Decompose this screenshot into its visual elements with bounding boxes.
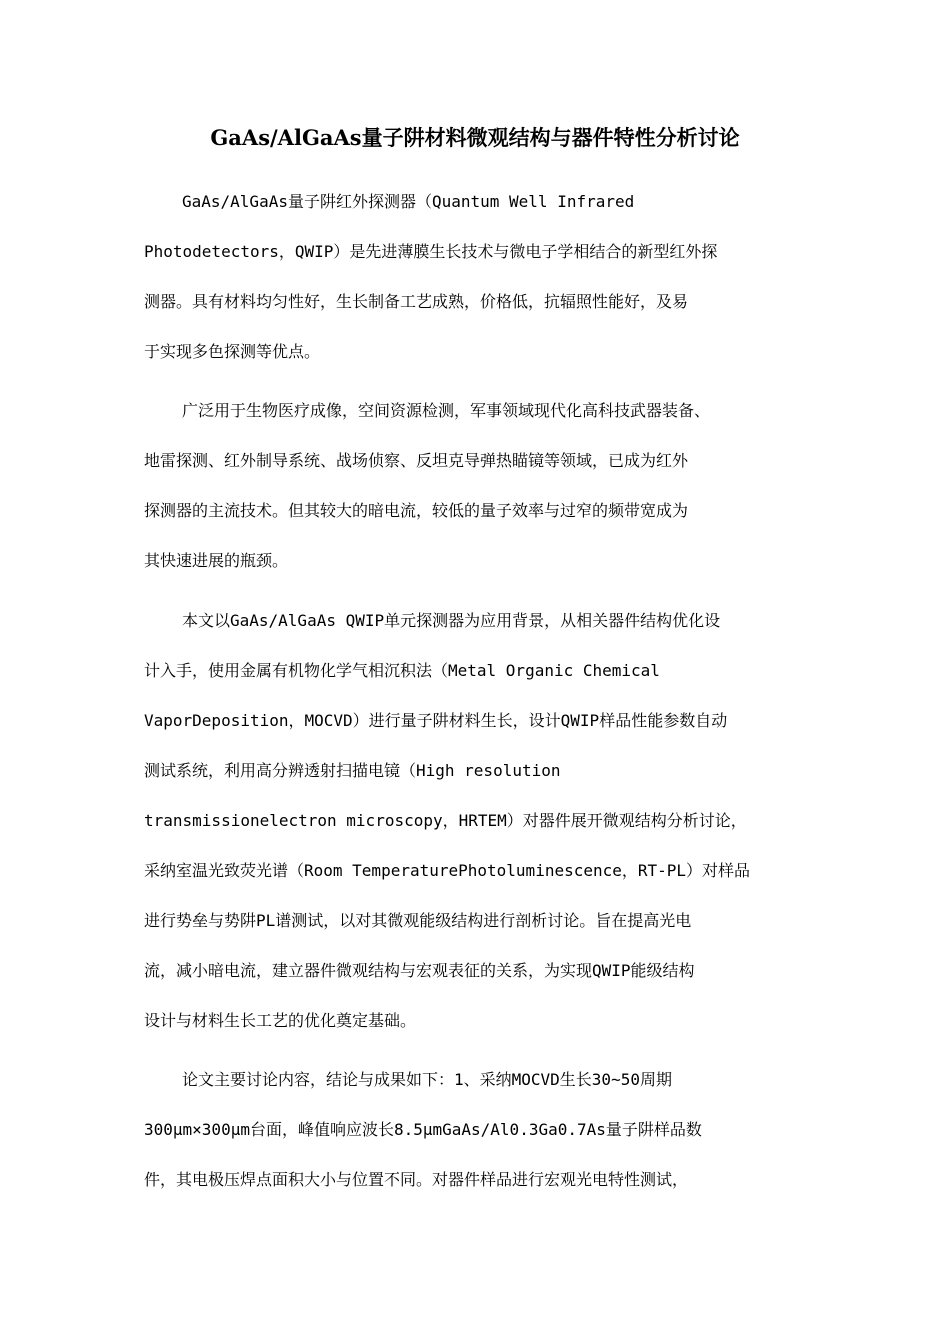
paragraph-line: GaAs/AlGaAs量子阱红外探测器（Quantum Well Infrared <box>182 192 635 211</box>
paragraph-line: 测试系统，利用高分辨透射扫描电镜（High resolution <box>144 761 561 780</box>
paragraph-line: 于实现多色探测等优点。 <box>144 342 321 361</box>
paragraph-line: VaporDeposition，MOCVD）进行量子阱材料生长，设计QWIP样品性能参数自动 <box>144 711 728 730</box>
paragraph-line: 进行势垒与势阱PL谱测试，以对其微观能级结构进行剖析讨论。旨在提高光电 <box>144 911 692 930</box>
paragraph-line: 探测器的主流技术。但其较大的暗电流，较低的量子效率与过窄的频带宽成为 <box>144 501 689 520</box>
paragraph-line: 广泛用于生物医疗成像，空间资源检测，军事领域现代化高科技武器装备、 <box>182 401 711 420</box>
paragraph-4 <box>144 1055 816 1205</box>
paragraph-line: 本文以GaAs/AlGaAs QWIP单元探测器为应用背景，从相关器件结构优化设 <box>182 611 721 630</box>
paragraph-line: 采纳室温光致荧光谱（Room TemperaturePhotoluminescence，RT-PL）对样品 <box>144 861 751 880</box>
paragraph-3 <box>144 596 816 1046</box>
paragraph-line: transmissionelectron microscopy，HRTEM）对器件展开微观结构分析讨论， <box>144 811 747 830</box>
paragraph-line: 件，其电极压焊点面积大小与位置不同。对器件样品进行宏观光电特性测试， <box>144 1170 689 1189</box>
document-title: GaAs/AlGaAs量子阱材料微观结构与器件特性分析讨论 <box>210 125 740 150</box>
paragraph-1 <box>144 177 816 377</box>
paragraph-line: 地雷探测、红外制导系统、战场侦察、反坦克导弹热瞄镜等领域，已成为红外 <box>144 451 689 470</box>
paragraph-2 <box>144 386 816 586</box>
paragraph-line: Photodetectors，QWIP）是先进薄膜生长技术与微电子学相结合的新型红外探 <box>144 242 718 261</box>
paragraph-line: 设计与材料生长工艺的优化奠定基础。 <box>144 1011 417 1030</box>
paragraph-line: 论文主要讨论内容，结论与成果如下：1、采纳MOCVD生长30~50周期 <box>182 1070 672 1089</box>
paragraph-line: 流，减小暗电流，建立器件微观结构与宏观表征的关系，为实现QWIP能级结构 <box>144 961 695 980</box>
paragraph-line: 计入手，使用金属有机物化学气相沉积法（Metal Organic Chemical <box>144 661 660 680</box>
paragraph-line: 测器。具有材料均匀性好，生长制备工艺成熟，价格低，抗辐照性能好，及易 <box>144 292 689 311</box>
paragraph-line: 300μm×300μm台面，峰值响应波长8.5μmGaAs/Al0.3Ga0.7As量子阱样品数 <box>144 1120 702 1139</box>
paragraph-line: 其快速进展的瓶颈。 <box>144 551 289 570</box>
